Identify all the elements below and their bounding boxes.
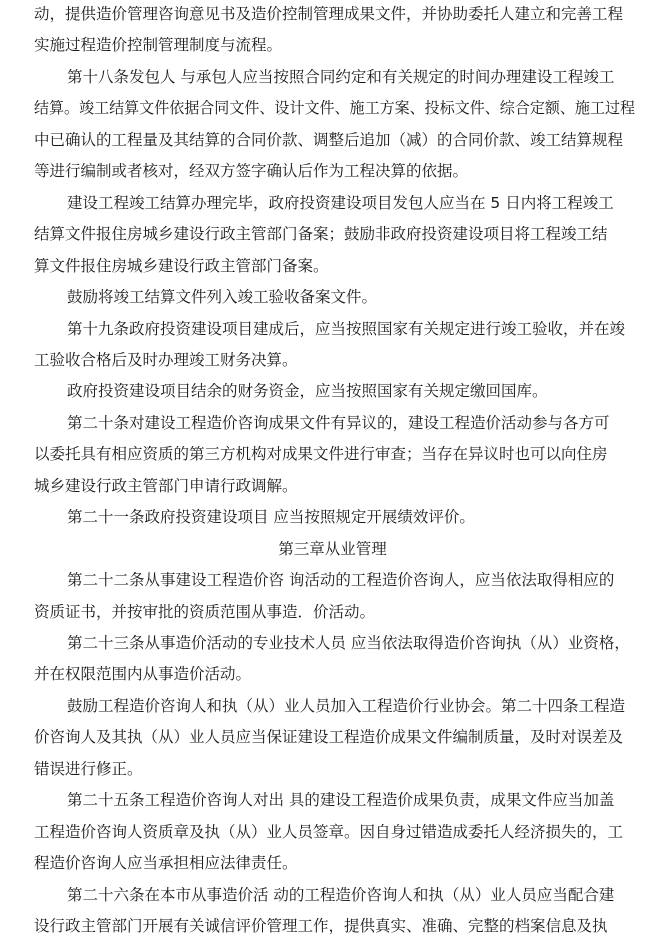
body-text-line: 错误进行修正。 (34, 759, 143, 778)
body-text-line: 算文件报住房城乡建设行政主管部门备案。 (34, 256, 329, 275)
body-text-line: 结算文件报住房城乡建设行政主管部门备案；鼓励非政府投资建设项目将工程竣工结 (34, 225, 608, 244)
body-text-line: 结算。竣工结算文件依据合同文件、设计文件、施工方案、投标文件、综合定额、施工过程 (34, 99, 636, 118)
paragraph-start-line: 第二十六条在本市从事造价活 动的工程造价咨询人和执（从）业人员应当配合建 (67, 885, 615, 904)
paragraph-start-line: 第十九条政府投资建设项目建成后，应当按照国家有关规定进行竣工验收，并在竣 (67, 319, 626, 338)
body-text-line: 并在权限范围内从事造价活动。 (34, 665, 252, 684)
paragraph-start-line: 第二十二条从事建设工程造价咨 询活动的工程造价咨询人，应当依法取得相应的 (67, 571, 615, 590)
body-text-line: 价咨询人及其执（从）业人员应当保证建设工程造价成果文件编制质量，及时对误差及 (34, 728, 624, 747)
paragraph-start-line: 政府投资建设项目结余的财务资金，应当按照国家有关规定缴回国库。 (67, 382, 548, 401)
body-text-line: 工程造价咨询人资质章及执（从）业人员签章。因自身过错造成委托人经济损失的，工 (34, 822, 624, 841)
body-text-line: 工验收合格后及时办理竣工财务决算。 (34, 350, 298, 369)
paragraph-start-line: 第二十一条政府投资建设项目 应当按照规定开展绩效评价。 (67, 508, 475, 527)
body-text-line: 中已确认的工程量及其结算的合同价款、调整后追加（减）的合同价款、竣工结算规程 (34, 130, 624, 149)
body-text-line: 资质证书，并按审批的资质范围从事造．价活动。 (34, 602, 376, 621)
body-text-line: 等进行编制或者核对，经双方签字确认后作为工程决算的依据。 (34, 162, 469, 181)
paragraph-start-line: 第二十三条从事造价活动的专业技术人员 应当依法取得造价咨询执（从）业资格， (67, 634, 630, 652)
paragraph-start-line: 第十八条发包人 与承包人应当按照合同约定和有关规定的时间办理建设工程竣工 (67, 67, 615, 86)
paragraph-start-line: 第二十五条工程造价咨询人对出 具的建设工程造价成果负责，成果文件应当加盖 (67, 791, 615, 810)
paragraph-start-line: 建设工程竣工结算办理完毕，政府投资建设项目发包人应当在 5 日内将工程竣工 (67, 193, 614, 212)
body-text-line: 城乡建设行政主管部门申请行政调解。 (34, 476, 298, 495)
chapter-heading: 第三章从业管理 (278, 539, 387, 558)
body-text-line: 程造价咨询人应当承担相应法律责任。 (34, 854, 298, 873)
body-text-line: 设行政主管部门开展有关诚信评价管理工作，提供真实、准确、完整的档案信息及执 (34, 917, 608, 935)
paragraph-start-line: 第二十条对建设工程造价咨询成果文件有异议的，建设工程造价活动参与各方可 (67, 413, 610, 432)
paragraph-start-line: 鼓励工程造价咨询人和执（从）业人员加入工程造价行业协会。第二十四条工程造 (67, 696, 626, 715)
paragraph-start-line: 鼓励将竣工结算文件列入竣工验收备案文件。 (67, 288, 378, 306)
body-text-line: 实施过程造价控制管理制度与流程。 (34, 36, 283, 55)
body-text-line: 动，提供造价管理咨询意见书及造价控制管理成果文件，并协助委托人建立和完善工程 (34, 5, 624, 23)
body-text-line: 以委托具有相应资质的第三方机构对成果文件进行审查；当存在异议时也可以向住房 (34, 445, 608, 464)
